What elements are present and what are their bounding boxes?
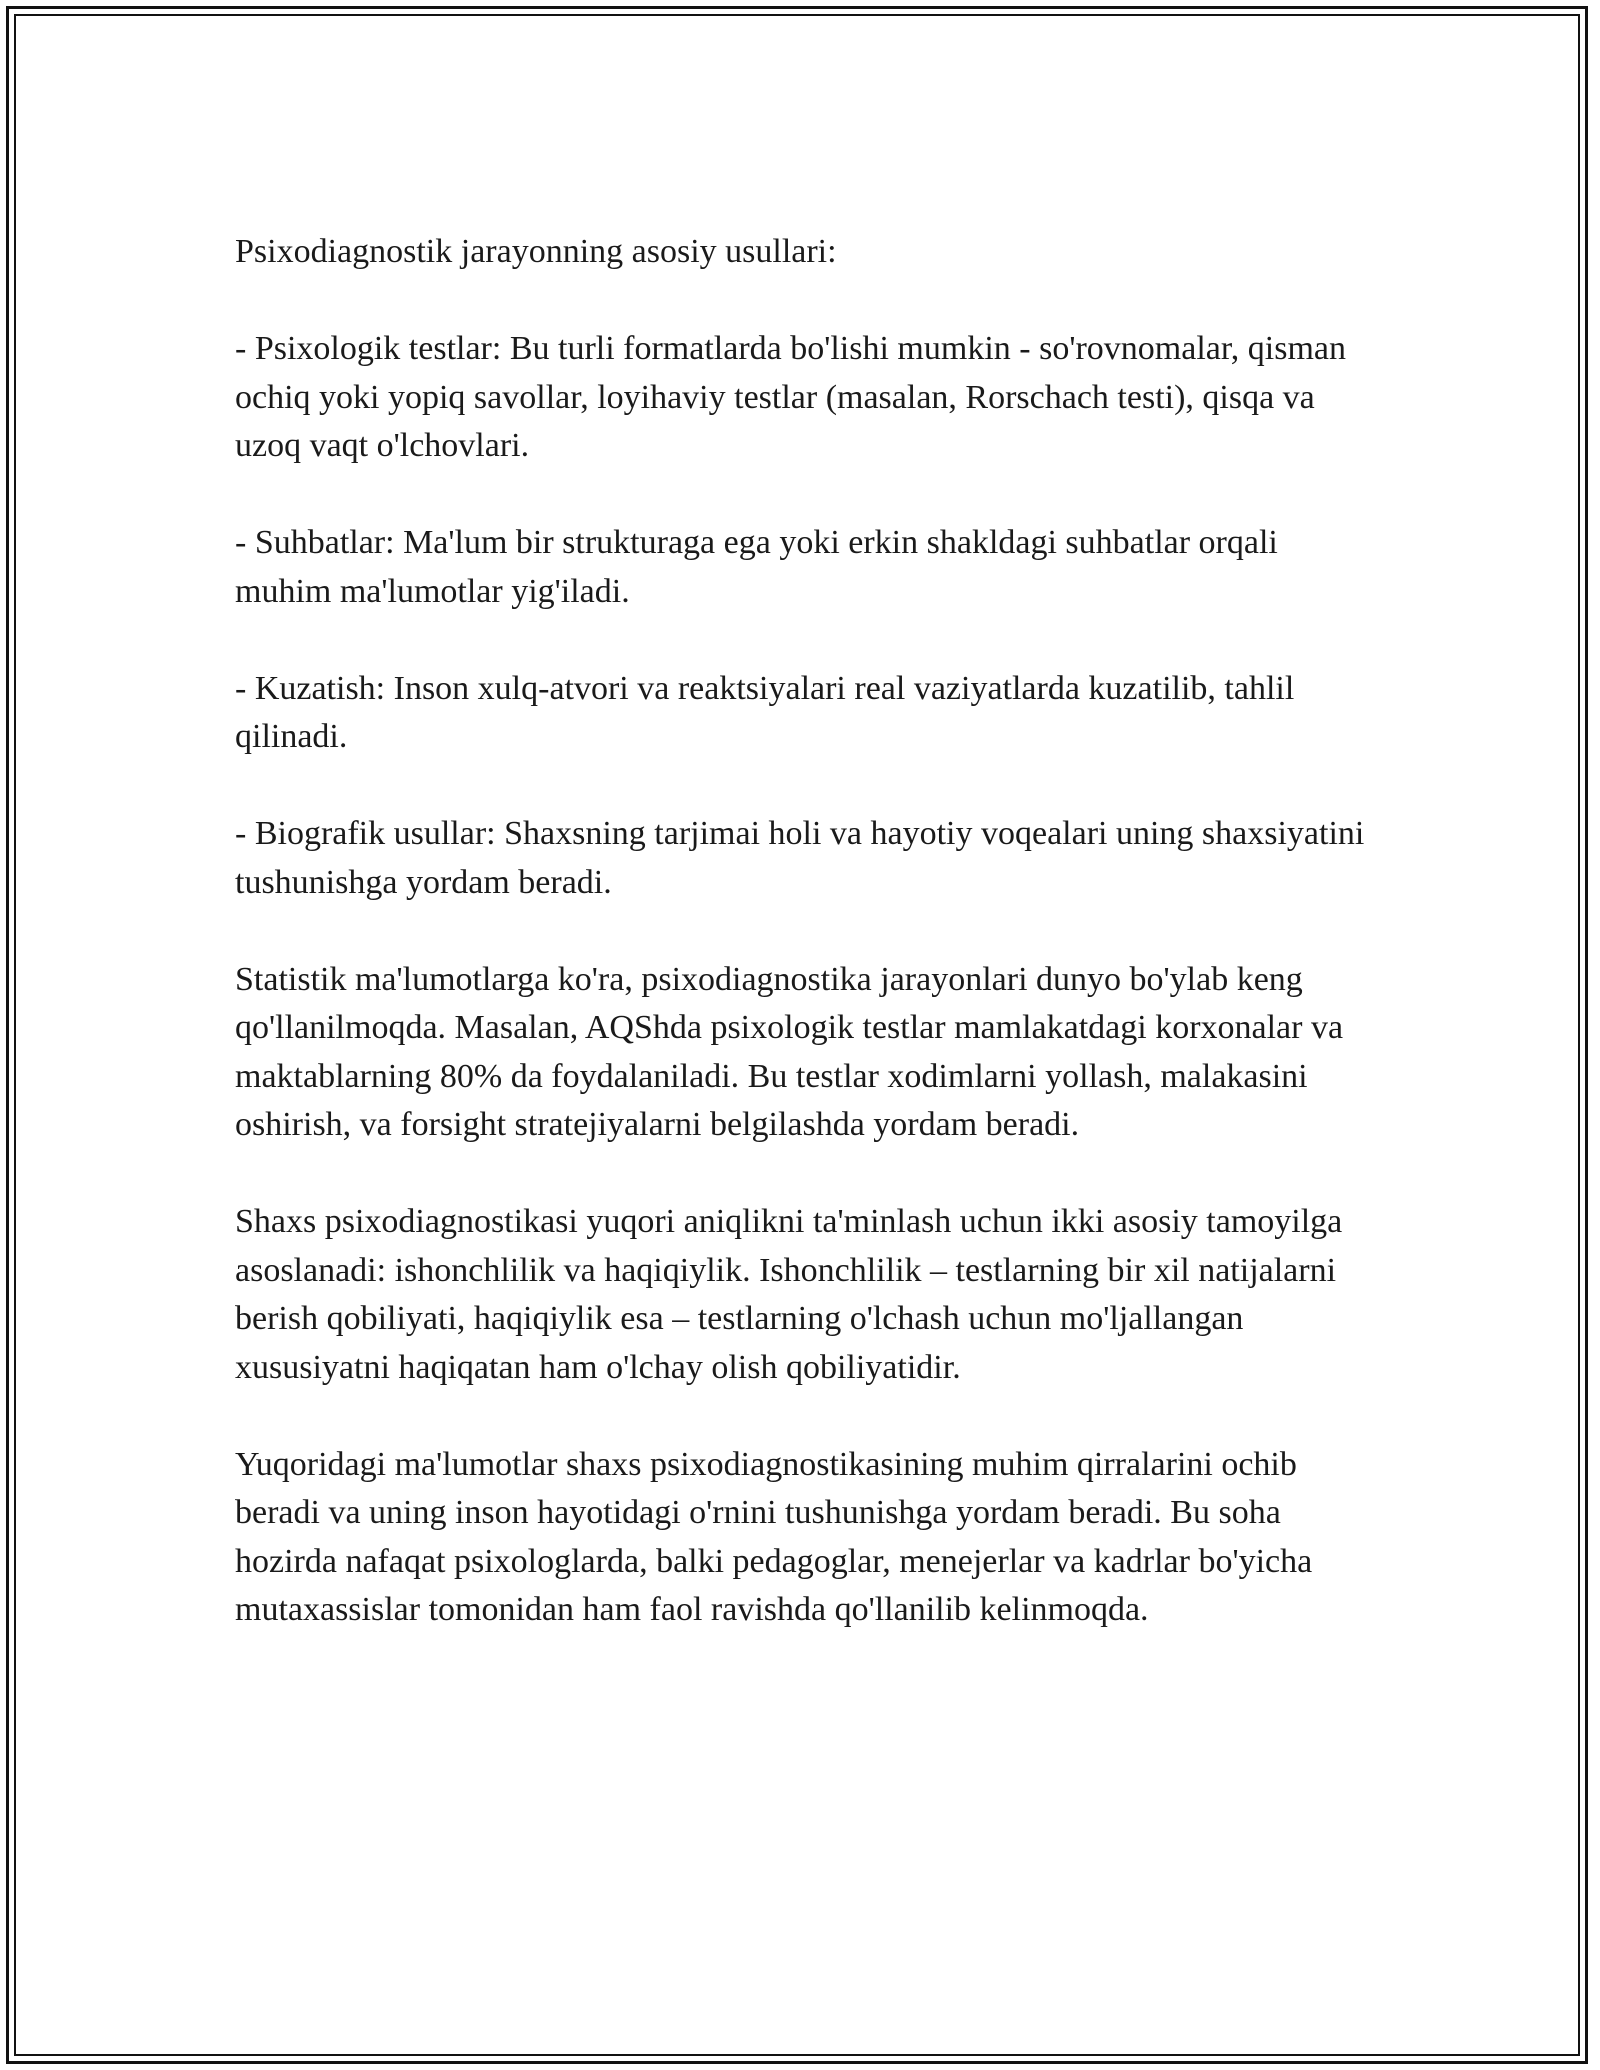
paragraph-principles: Shaxs psixodiagnostikasi yuqori aniqlikni ta'minlash uchun ikki asosiy tamoyilga asoslanadi: ishonchlilik va haqiqiylik. Ishonchlilik – testlarning bir xil natijalarni berish qobiliyati, haqiqiylik esa – testlarning o'lchash uchun mo'ljallangan xususiyatni haqiqatan ham o'lchay olish qobiliyatidir. [235, 1203, 1343, 1386]
paragraph-conclusion: Yuqoridagi ma'lumotlar shaxs psixodiagnostikasining muhim qirralarini ochib beradi va uning inson hayotidagi o'rnini tushunishga yordam beradi. Bu soha hozirda nafaqat psixologlarda, balki pedagoglar, menejerlar va kadrlar bo'yicha mutaxassislar tomonidan ham faol ravishda qo'llanilib kelinmoqda. [235, 1445, 1313, 1628]
paragraph-statistics: Statistik ma'lumotlarga ko'ra, psixodiagnostika jarayonlari dunyo bo'ylab keng qo'llanilmoqda. Masalan, AQShda psixologik testlar mamlakatdagi korxonalar va maktablarning 80% da foydalaniladi. Bu testlar xodimlarni yollash, malakasini oshirish, va forsight stratejiyalarni belgilashda yordam beradi. [235, 960, 1344, 1143]
method-kuzatish: - Kuzatish: Inson xulq-atvori va reaktsiyalari real vaziyatlarda kuzatilib, tahlil qilinadi. [235, 669, 1295, 755]
method-psixologik-testlar: - Psixologik testlar: Bu turli formatlarda bo'lishi mumkin - so'rovnomalar, qisman ochiq yoki yopiq savollar, loyihaviy testlar (masalan, Rorschach testi), qisqa va uzoq vaqt o'lchovlari. [235, 330, 1347, 464]
document-body [235, 228, 1375, 1683]
document-heading: Psixodiagnostik jarayonning asosiy usullari: [235, 233, 837, 270]
method-suhbatlar: - Suhbatlar: Ma'lum bir strukturaga ega yoki erkin shakldagi suhbatlar orqali muhim ma'lumotlar yig'iladi. [235, 524, 1278, 610]
method-biografik-usullar: - Biografik usullar: Shaxsning tarjimai holi va hayotiy voqealari uning shaxsiyatini tushunishga yordam beradi. [235, 815, 1365, 901]
